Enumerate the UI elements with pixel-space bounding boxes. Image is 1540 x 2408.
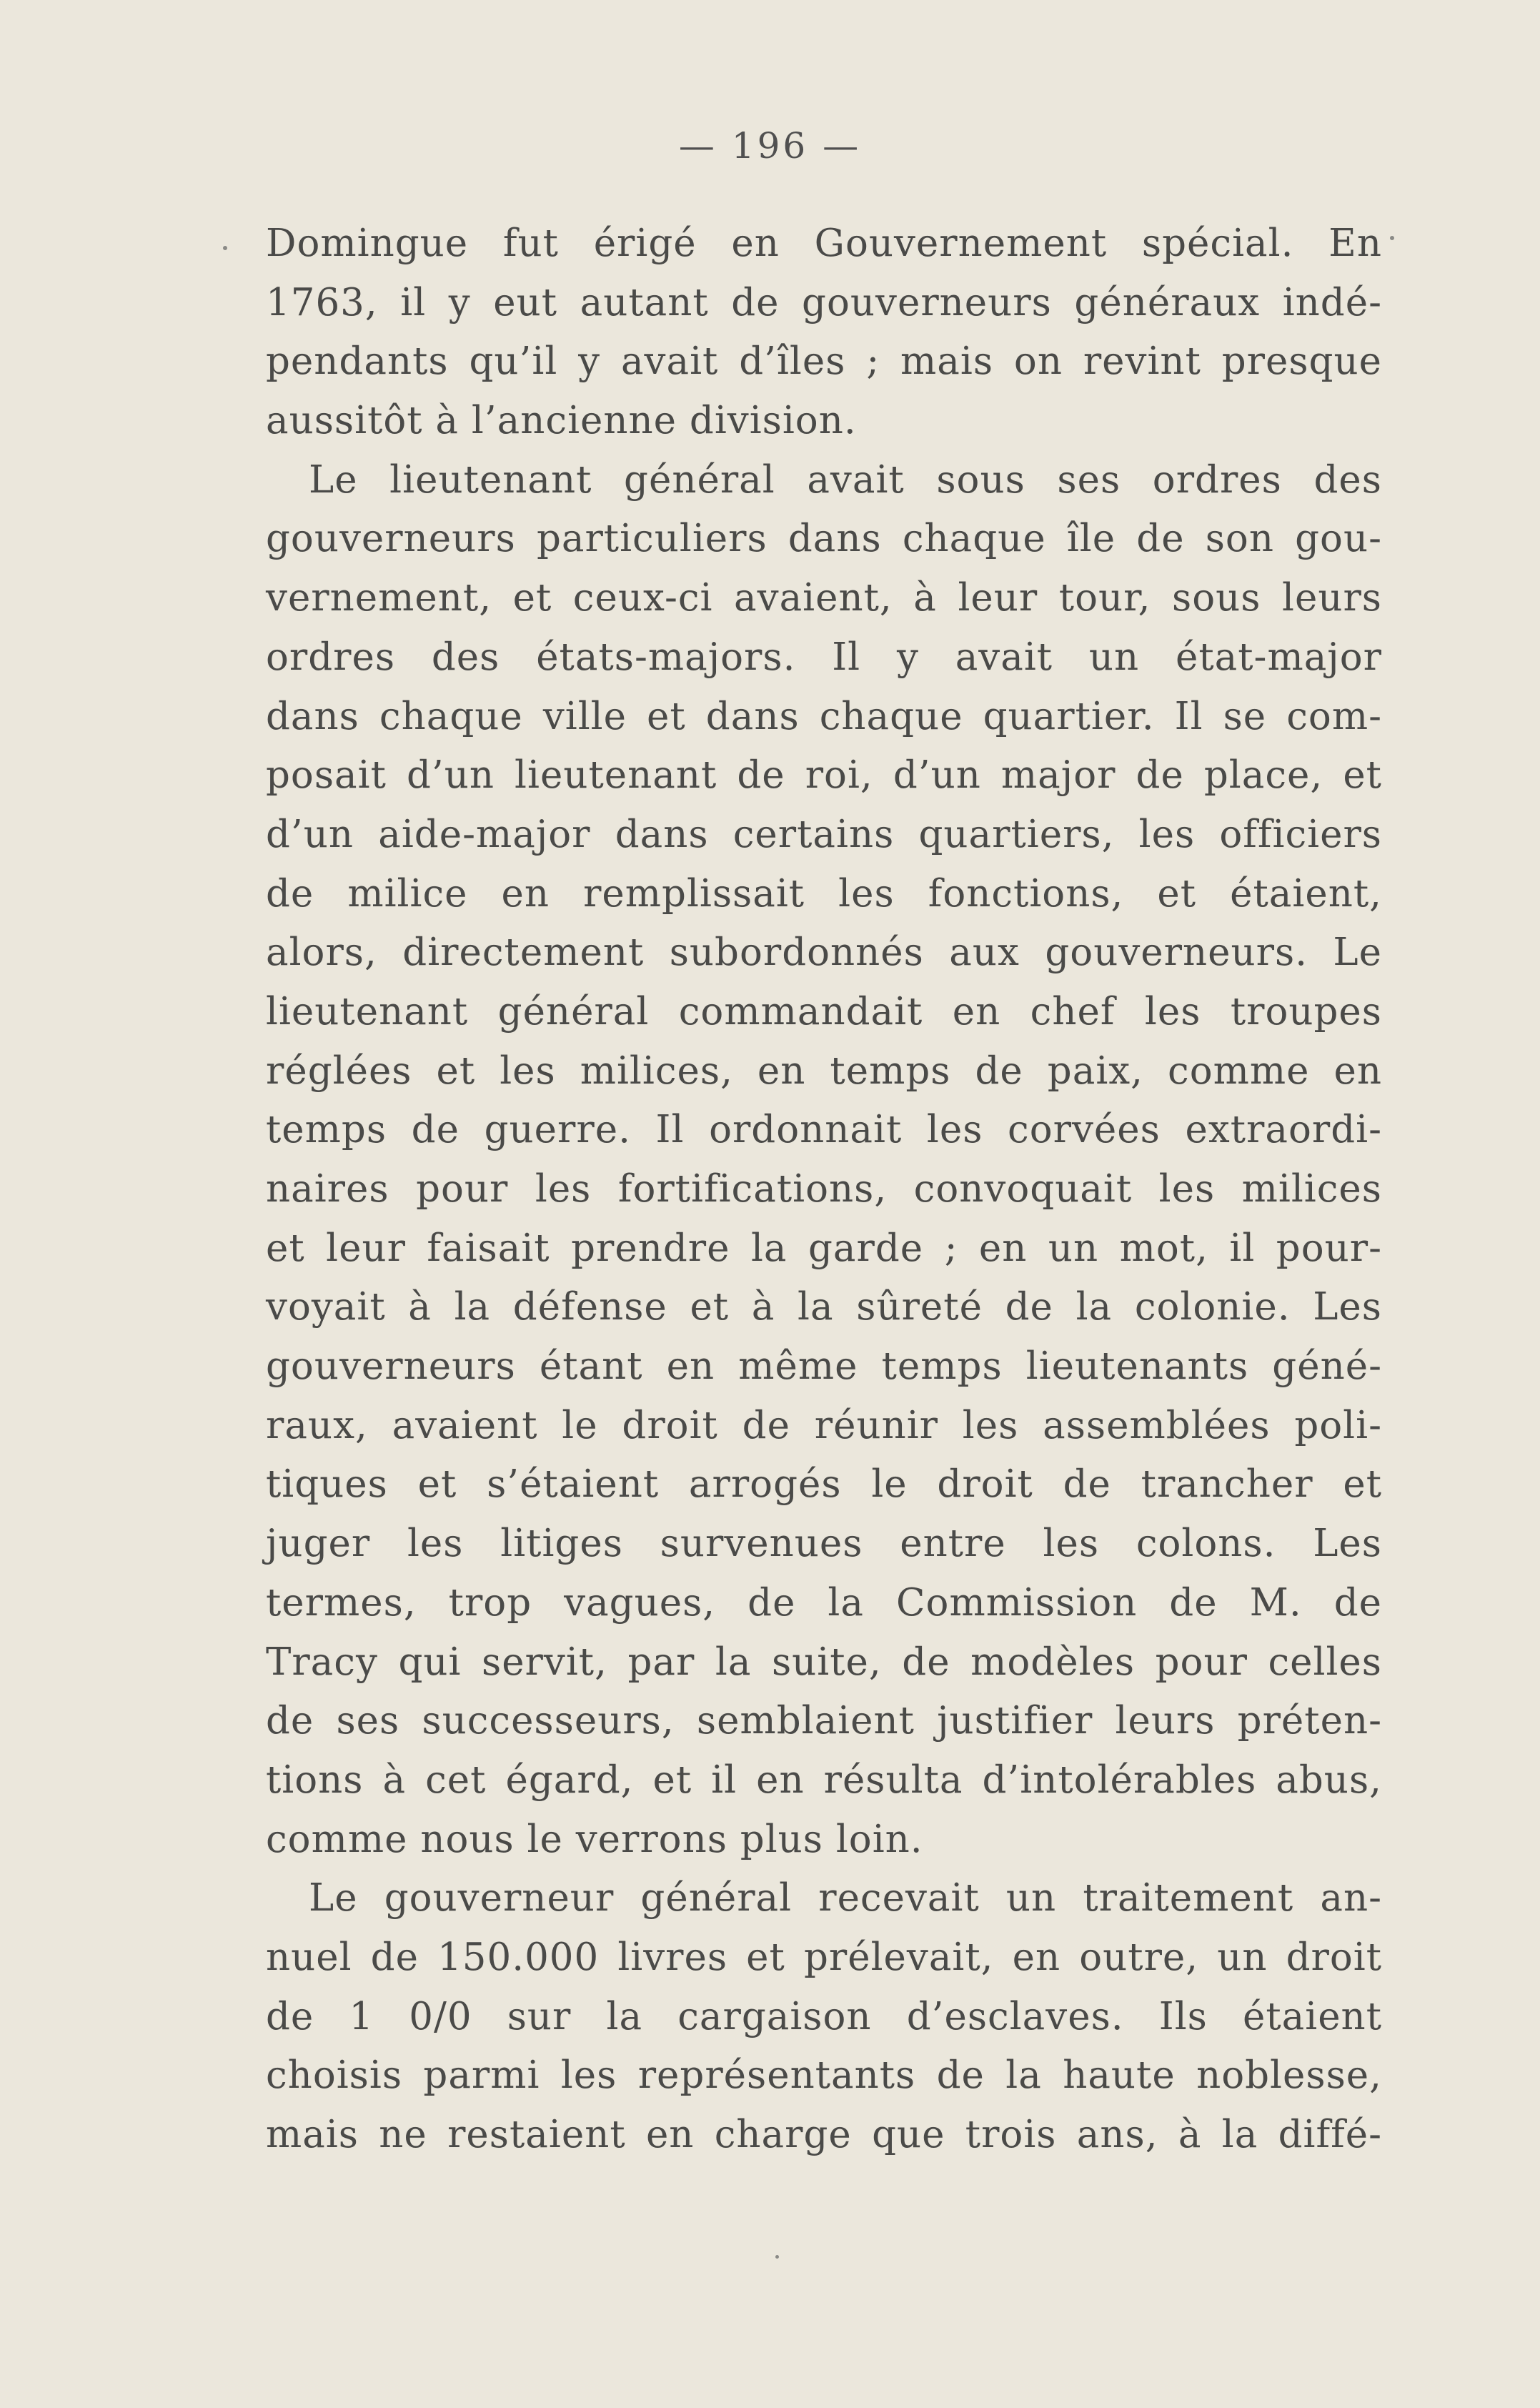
text-line: tions à cet égard, et il en résulta d’intolérables abus,	[266, 1758, 1382, 1802]
text-line: Domingue fut érigé en Gouvernement spécial. En	[266, 222, 1382, 265]
text-line: naires pour les fortifications, convoquait les milices	[266, 1167, 1382, 1211]
text-line: nuel de 150.000 livres et prélevait, en outre, un droit	[266, 1935, 1382, 1979]
text-line: juger les litiges survenues entre les colons. Les	[266, 1522, 1382, 1566]
text-line: mais ne restaient en charge que trois ans, à la diffé-	[266, 2113, 1382, 2156]
text-line: vernement, et ceux-ci avaient, à leur tour, sous leurs	[266, 576, 1382, 620]
paragraph	[266, 451, 1382, 1870]
text-line: 1763, il y eut autant de gouverneurs généraux indé-	[266, 280, 1382, 324]
text-line: Tracy qui servit, par la suite, de modèles pour celles	[266, 1640, 1382, 1684]
text-line: termes, trop vagues, de la Commission de M. de	[266, 1580, 1382, 1625]
text-line: Le lieutenant général avait sous ses ordres des	[309, 457, 1382, 502]
text-line: réglées et les milices, en temps de paix, comme en	[266, 1049, 1382, 1093]
text-line: raux, avaient le droit de réunir les assemblées poli-	[266, 1403, 1382, 1447]
text-line: choisis parmi les représentants de la haute noblesse,	[266, 2053, 1382, 2098]
body-text	[266, 214, 1382, 2165]
specks	[775, 2255, 779, 2259]
text-line: dans chaque ville et dans chaque quartier. Il se com-	[266, 694, 1382, 738]
text-line: lieutenant général commandait en chef les troupes	[266, 989, 1382, 1034]
text-line: voyait à la défense et à la sûreté de la colonie. Les	[266, 1285, 1382, 1329]
text-line: gouverneurs particuliers dans chaque île de son gou-	[266, 517, 1382, 561]
paragraph	[266, 1869, 1382, 2164]
paragraph	[266, 214, 1382, 451]
specks	[1390, 236, 1394, 240]
text-line: et leur faisait prendre la garde ; en un mot, il pour-	[266, 1226, 1382, 1270]
text-line: gouverneurs étant en même temps lieutenants géné-	[266, 1344, 1382, 1389]
text-line: Le gouverneur général recevait un traitement an-	[309, 1876, 1382, 1921]
text-line: tiques et s’étaient arrogés le droit de trancher et	[266, 1462, 1382, 1507]
text-line: alors, directement subordonnés aux gouverneurs. Le	[266, 931, 1382, 975]
text-line: d’un aide-major dans certains quartiers, les officiers	[266, 812, 1382, 856]
text-line: temps de guerre. Il ordonnait les corvées extraordi-	[266, 1108, 1382, 1152]
text-line: de ses successeurs, semblaient justifier leurs préten-	[266, 1699, 1382, 1743]
text-line: aussitôt à l’ancienne division.	[266, 399, 857, 443]
text-line: pendants qu’il y avait d’îles ; mais on revint presque	[266, 340, 1382, 384]
specks	[223, 246, 227, 250]
text-line: de milice en remplissait les fonctions, et étaient,	[266, 871, 1382, 916]
text-line: de 1 0/0 sur la cargaison d’esclaves. Ils étaient	[266, 1994, 1382, 2038]
page-number: — 196 —	[678, 125, 862, 167]
text-line: comme nous le verrons plus loin.	[266, 1817, 923, 1861]
text-line: posait d’un lieutenant de roi, d’un major de place, et	[266, 753, 1382, 798]
text-line: ordres des états-majors. Il y avait un état-major	[266, 635, 1382, 679]
